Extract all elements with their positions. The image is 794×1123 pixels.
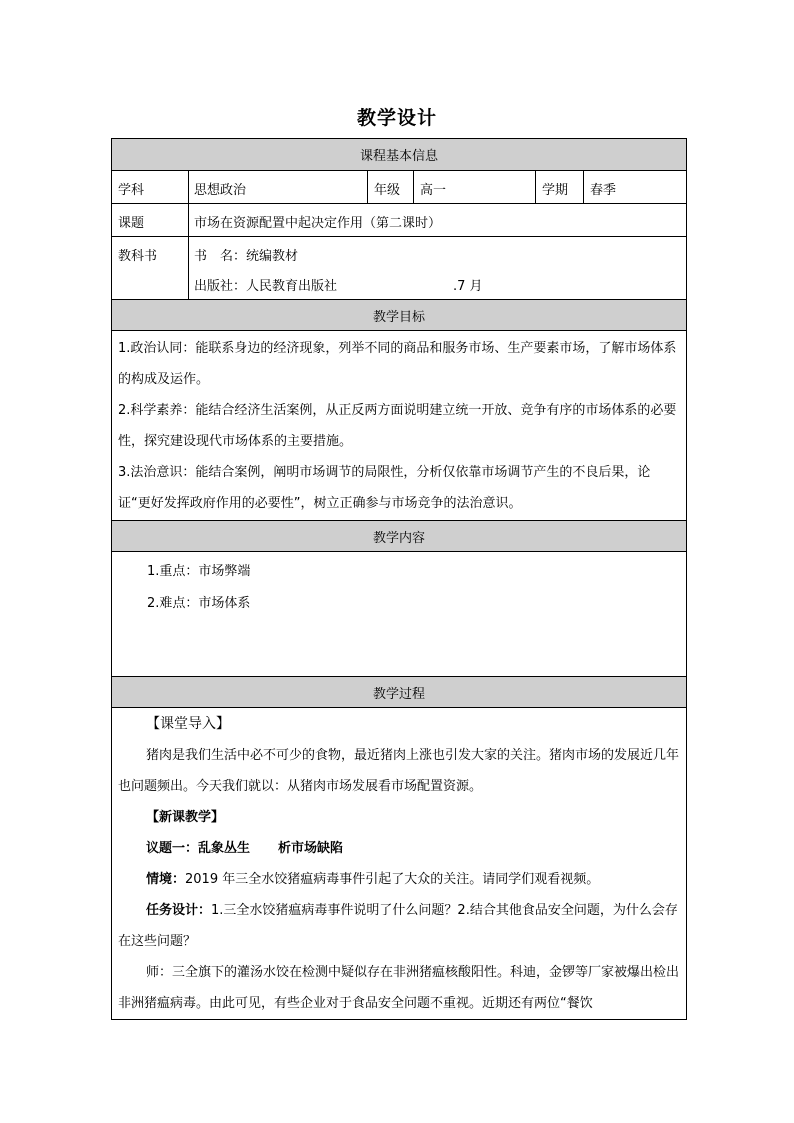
row-divider bbox=[112, 236, 686, 237]
subject-label: 学科 bbox=[118, 183, 145, 198]
subject-value: 思想政治 bbox=[194, 183, 247, 198]
publisher: 出版社：人民教育出版社 bbox=[194, 279, 338, 294]
column-divider bbox=[413, 171, 414, 203]
key-point: 1.重点：市场弊端 bbox=[147, 564, 251, 579]
objective-2: 2.科学素养：能结合经济生活案例，从正反两方面说明建立统一开放、竞争有序的市场体系的必要性，探究建设现代市场体系的主要措施。 bbox=[118, 403, 677, 449]
section-header-process bbox=[112, 676, 686, 708]
textbook-label: 教科书 bbox=[118, 249, 158, 264]
topic-one bbox=[118, 833, 680, 864]
intro-text: 猪肉是我们生活中必不可少的食物，最近猪肉上涨也引发大家的关注。猪肉市场的发展近几年也问题频出。今天我们就以：从猪肉市场发展看市场配置资源。 bbox=[118, 748, 680, 794]
situation-text: 2019 年三全水饺猪瘟病毒事件引起了大众的关注。请同学们观看视频。 bbox=[185, 872, 600, 887]
column-divider bbox=[188, 171, 189, 299]
task-design bbox=[118, 895, 680, 957]
topic-label: 课题 bbox=[118, 216, 145, 231]
section-title: 教学目标 bbox=[372, 309, 425, 325]
topic-one-label: 议题一：乱象丛生 bbox=[146, 841, 251, 856]
row-divider bbox=[112, 203, 686, 204]
section-title: 课程基本信息 bbox=[359, 149, 438, 164]
column-divider bbox=[535, 171, 536, 203]
intro-heading: 【课堂导入】 bbox=[146, 716, 230, 732]
task-label: 任务设计： bbox=[146, 903, 212, 918]
column-divider bbox=[583, 171, 584, 203]
grade-label: 年级 bbox=[374, 183, 401, 198]
section-header-content bbox=[112, 520, 686, 552]
situation-label: 情境： bbox=[146, 872, 186, 887]
grade-value: 高一 bbox=[420, 183, 447, 198]
objective-1: 1.政治认同：能联系身边的经济现象，列举不同的商品和服务市场、生产要素市场，了解市场体系的构成及运作。 bbox=[118, 341, 677, 387]
situation bbox=[118, 864, 680, 895]
publish-date: .7 月 bbox=[453, 279, 483, 294]
new-lesson-heading: 【新课教学】 bbox=[146, 810, 225, 825]
book-name: 书 名：统编教材 bbox=[194, 249, 299, 264]
document-title: 教学设计 bbox=[356, 107, 437, 129]
teacher-text: 师：三全旗下的灌汤水饺在检测中疑似存在非洲猪瘟核酸阳性。科迪，金锣等厂家被爆出检出非洲猪瘟病毒。由此可见，有些企业对于食品安全问题不重视。近期还有两位“餐饮 bbox=[118, 965, 680, 1011]
term-value: 春季 bbox=[590, 183, 617, 198]
task-text: 1.三全水饺猪瘟病毒事件说明了什么问题？2.结合其他食品安全问题，为什么会存在这些问题？ bbox=[118, 903, 678, 949]
section-header-basic-info bbox=[112, 138, 686, 171]
term-label: 学期 bbox=[542, 183, 569, 198]
section-header-objectives bbox=[112, 299, 686, 331]
difficulty-point: 2.难点：市场体系 bbox=[147, 596, 251, 611]
column-divider bbox=[367, 171, 368, 203]
objective-3: 3.法治意识：能结合案例，阐明市场调节的局限性，分析仅依靠市场调节产生的不良后果，论证“更好发挥政府作用的必要性”，树立正确参与市场竞争的法治意识。 bbox=[118, 465, 651, 511]
topic-one-sub: 析市场缺陷 bbox=[278, 841, 344, 856]
process-body bbox=[118, 709, 680, 1019]
topic-value: 市场在资源配置中起决定作用（第二课时） bbox=[194, 216, 442, 231]
lesson-plan-table bbox=[111, 138, 687, 1020]
section-title: 教学过程 bbox=[372, 686, 425, 702]
section-title: 教学内容 bbox=[372, 530, 425, 546]
